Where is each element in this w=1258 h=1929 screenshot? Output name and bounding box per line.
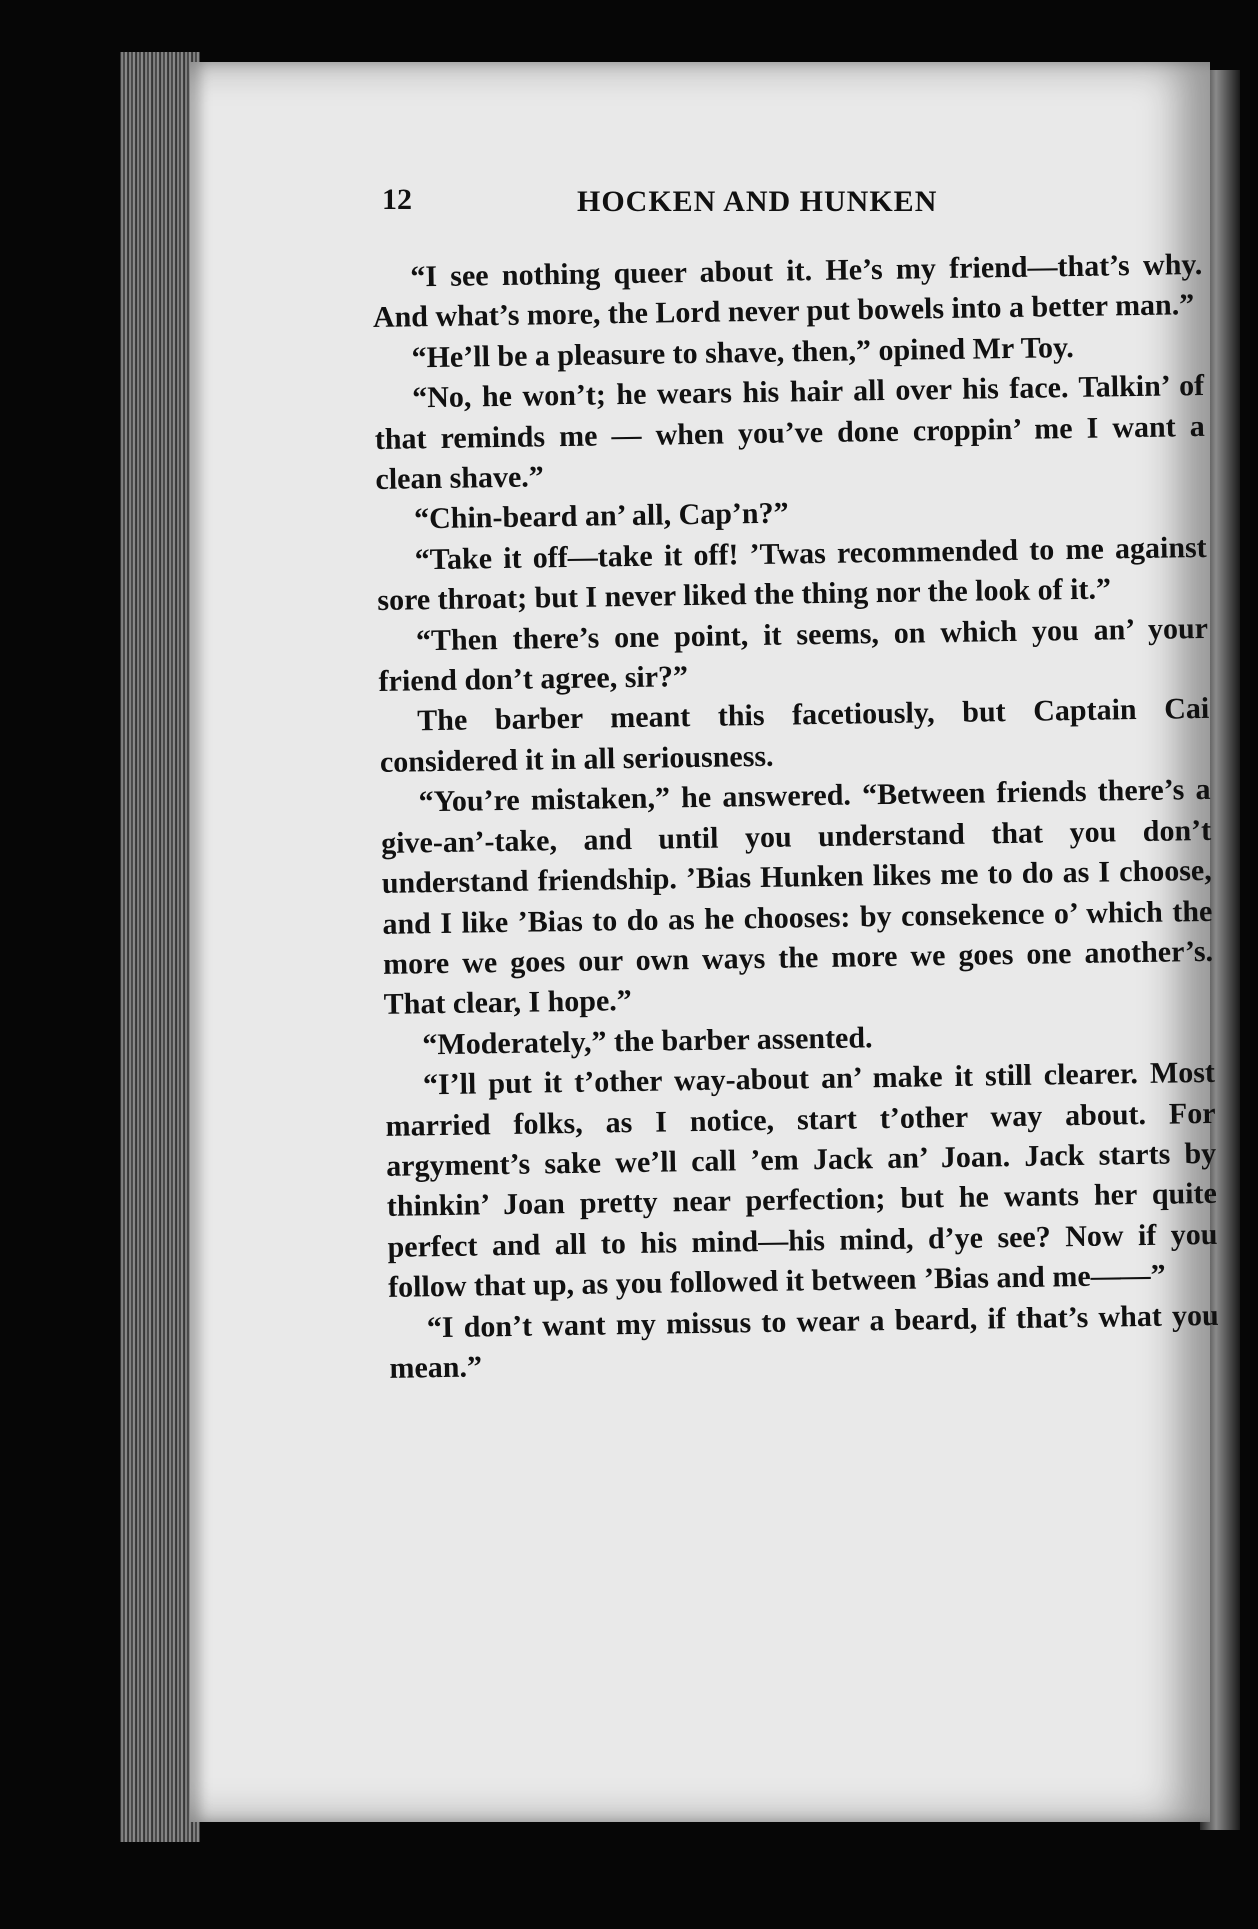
running-title: HOCKEN AND HUNKEN: [577, 185, 938, 218]
page-edges: [120, 52, 200, 1842]
paragraph: “I see nothing queer about it. He’s my friend—that’s why. And what’s more, the Lord never put bowels into a better man.”: [372, 247, 1203, 335]
body-text: [372, 245, 1220, 1389]
paragraph: “No, he won’t; he wears his hair all over his face. Talkin’ of that reminds me — when you’ve done croppin’ me I want a clean shave.”: [374, 369, 1206, 497]
paragraph: “I don’t want my missus to wear a beard, if that’s what you mean.”: [389, 1298, 1219, 1385]
paragraph: “Then there’s one point, it seems, on which you an’ your friend don’t agree, sir?”: [378, 611, 1209, 699]
paragraph: The barber meant this facetiously, but Captain Cai considered it in all seriousness.: [379, 692, 1210, 779]
paragraph: “Moderately,” the barber assented.: [422, 1020, 873, 1062]
page-number: 12: [382, 183, 412, 216]
paragraph: “I’ll put it t’other way-about an’ make it still clearer. Most married folks, as I notice, start t’other way about. For argyment’s sake we’ll call ’em Jack an’ Joan. Jack starts by thinkin’ Joan pretty near perfection; but he wants her quite perfect and all to his mind—his mind, d’ye see? Now if you follow that up, as you followed it between ’Bias and me——”: [385, 1055, 1218, 1305]
page-header: [382, 183, 1022, 223]
paragraph: “You’re mistaken,” he answered. “Between friends there’s a give-an’-take, and until you understand that you don’t understand friendship. ’Bias Hunken likes me to do as I choose, and I like ’Bias to do as he chooses: by consekence o’ which the more we goes our own ways the more we goes one another’s. That clear, I hope.”: [380, 773, 1214, 1022]
paragraph: “Chin-beard an’ all, Cap’n?”: [413, 496, 789, 536]
paragraph: “He’ll be a pleasure to shave, then,” opined Mr Toy.: [411, 330, 1075, 375]
paragraph: “Take it off—take it off! ’Twas recommended to me against sore throat; but I never liked the thing nor the look of it.”: [377, 530, 1207, 618]
